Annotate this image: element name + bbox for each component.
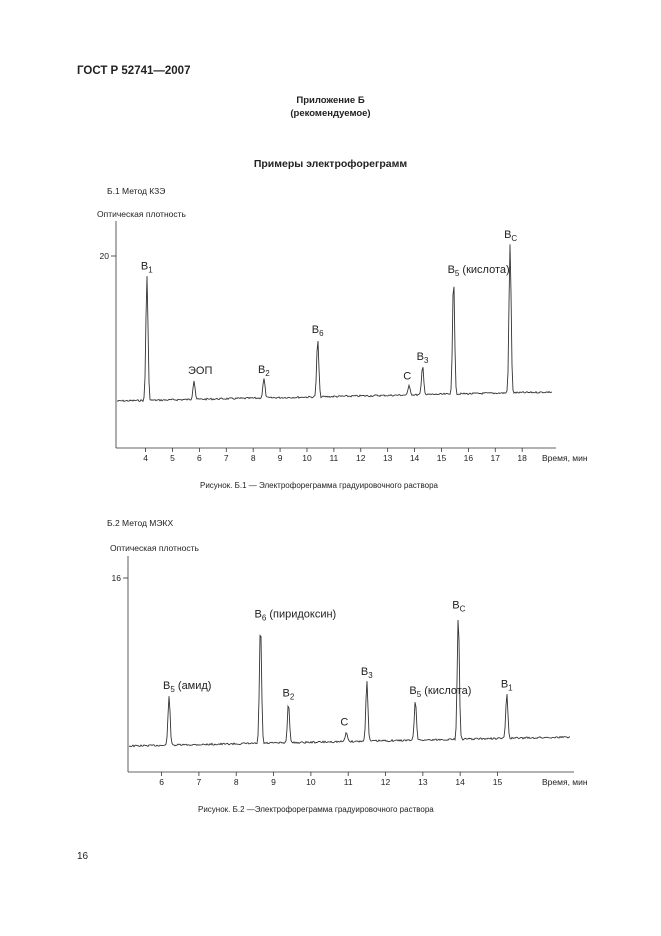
x-tick-label: 18	[517, 453, 527, 463]
peak-label: $B_5$ (амид)	[163, 680, 212, 695]
x-tick-label: 14	[455, 777, 465, 787]
x-tick-label: 12	[356, 453, 366, 463]
appendix-subtitle: (рекомендуемое)	[290, 108, 371, 119]
chart-1	[97, 209, 588, 463]
peak-label: $B_6$ (пиридоксин)	[254, 608, 337, 623]
figure-2-caption: Рисунок. Б.2 —Электрофореграмма градуировочного раствора	[198, 805, 434, 814]
figure-2-heading: Б.2 Метод МЭКХ	[107, 518, 174, 528]
x-tick-label: 9	[277, 453, 283, 463]
x-tick-label: 11	[343, 777, 353, 787]
x-tick-label: 16	[463, 453, 474, 463]
x-tick-label: 8	[250, 453, 256, 463]
x-tick-label: 10	[302, 453, 312, 463]
x-tick-label: 6	[197, 453, 202, 463]
x-tick-label: 13	[382, 453, 393, 463]
x-tick-label: 15	[492, 777, 503, 787]
x-tick-label: 12	[380, 777, 391, 787]
peak-label: C	[403, 370, 412, 383]
peak-label: $B_2$	[282, 687, 295, 702]
x-tick-label: 8	[233, 777, 239, 787]
peak-label: $B_6$	[311, 324, 324, 339]
peak-label: $B_5$ (кислота)	[447, 263, 510, 278]
y-axis-label: Оптическая плотность	[110, 543, 199, 553]
x-axis-label: Время, мин	[542, 453, 588, 463]
x-axis-label: Время, мин	[542, 777, 588, 787]
peak-label: $B_3$	[360, 666, 373, 681]
y-axis-label: Оптическая плотность	[97, 209, 186, 219]
figure-1-heading: Б.1 Метод КЗЭ	[107, 186, 166, 196]
peak-label: $B_1$	[500, 678, 513, 693]
appendix-title: Приложение Б	[296, 95, 365, 106]
standard-designation: ГОСТ Р 52741—2007	[77, 65, 191, 77]
page-number: 16	[77, 851, 89, 862]
section-title: Примеры электрофореграмм	[253, 158, 408, 170]
x-tick-label: 14	[409, 453, 420, 463]
peak-label: $B_2$	[257, 363, 270, 378]
peak-label: $B_5$ (кислота)	[409, 685, 472, 700]
x-tick-label: 15	[436, 453, 447, 463]
x-tick-label: 10	[306, 777, 316, 787]
peak-label: $B_C$	[452, 599, 466, 614]
figure-1-caption: Рисунок. Б.1 — Электрофореграмма градуировочного раствора	[200, 481, 438, 490]
x-tick-label: 4	[143, 453, 148, 463]
x-tick-label: 11	[329, 453, 339, 463]
x-tick-label: 9	[271, 777, 276, 787]
x-tick-label: 17	[490, 453, 501, 463]
x-tick-label: 5	[170, 453, 175, 463]
x-tick-label: 6	[159, 777, 164, 787]
y-tick-label: 20	[99, 251, 109, 261]
peak-label: C	[340, 716, 349, 729]
peak-label: $B_3$	[416, 350, 429, 365]
peak-label: ЭОП	[188, 365, 213, 378]
y-tick-label: 16	[111, 573, 121, 583]
x-tick-label: 13	[418, 777, 428, 787]
x-tick-label: 7	[223, 453, 229, 463]
peak-label: $B_1$	[140, 260, 153, 275]
x-tick-label: 7	[196, 777, 202, 787]
chart-2	[110, 543, 588, 787]
peak-label: $B_C$	[504, 229, 518, 244]
